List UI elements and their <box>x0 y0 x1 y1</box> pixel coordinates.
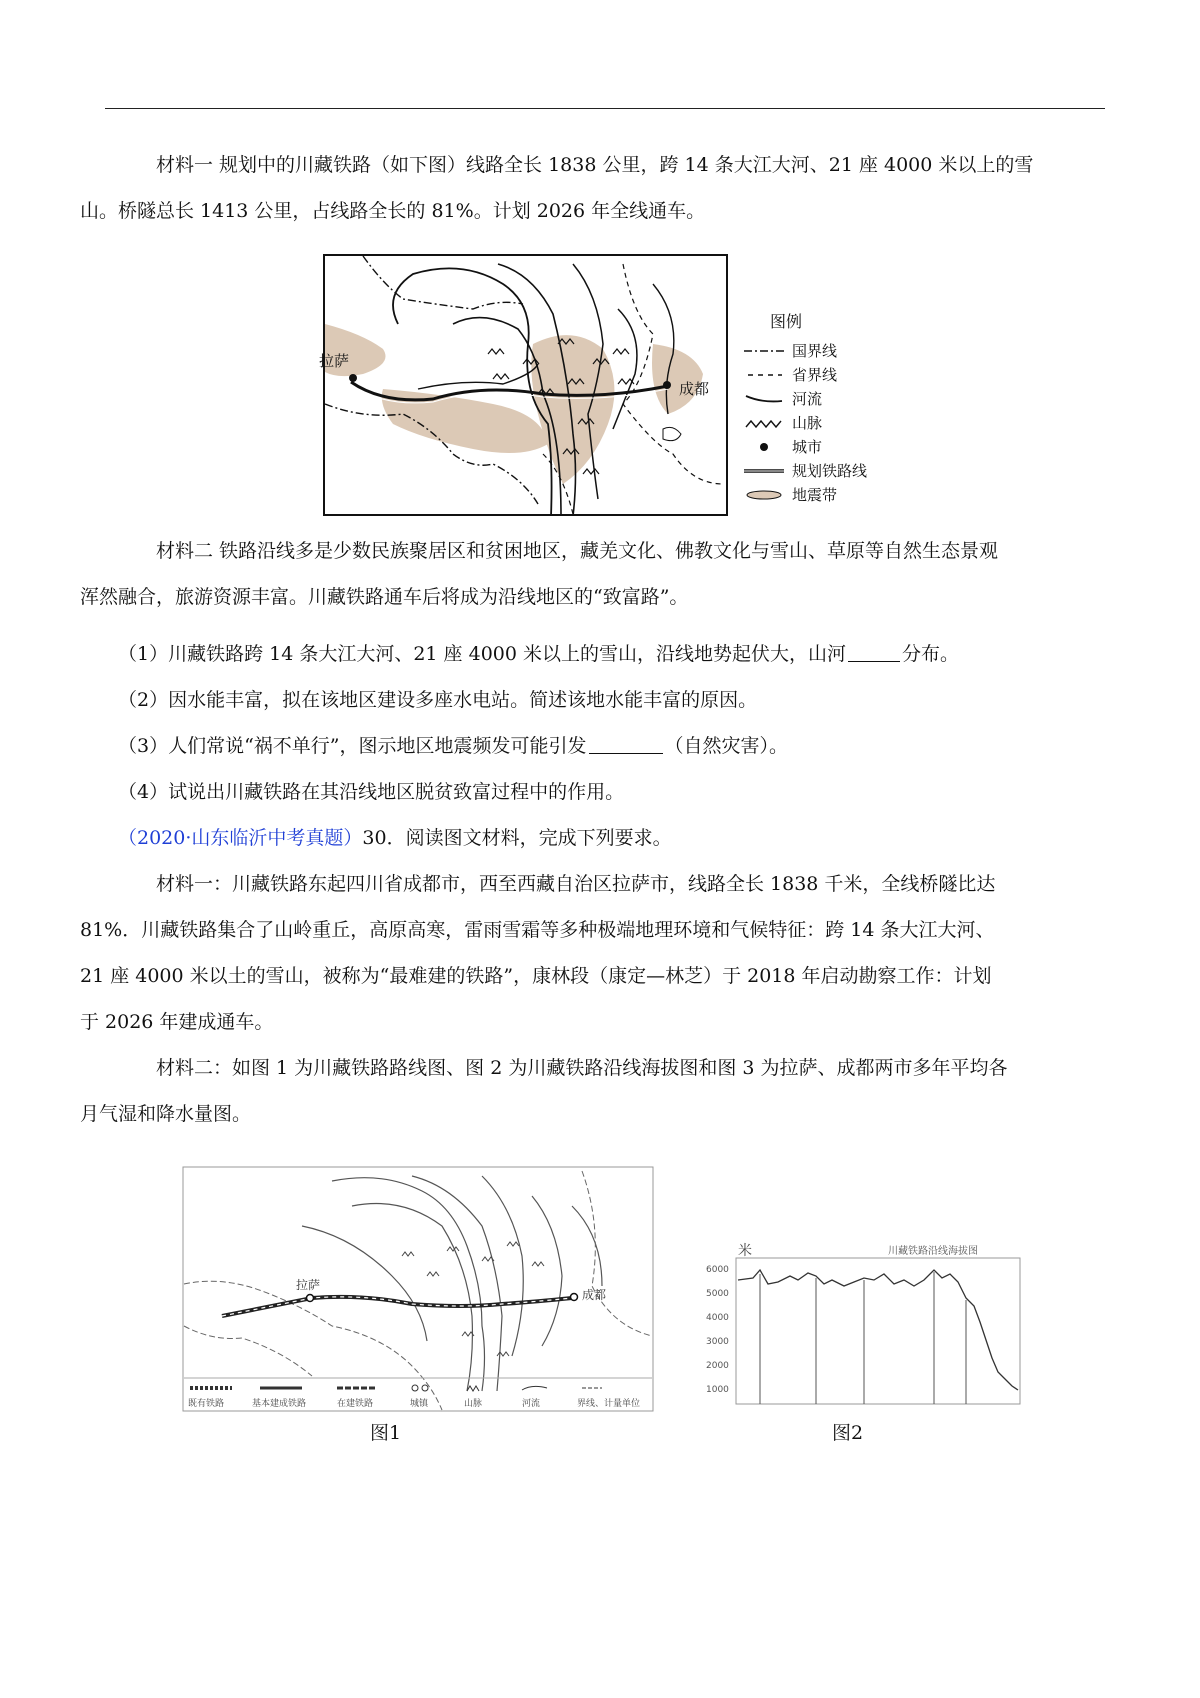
header-rule <box>105 108 1105 109</box>
figure-1-route-map <box>182 1166 654 1412</box>
fig1-legend-mountain: 山脉 <box>464 1399 483 1409</box>
fig1-legend-existing-railway: 既有铁路 <box>188 1399 225 1409</box>
fig1-legend-town: 城镇 <box>410 1399 429 1409</box>
q30-material-one: 材料一：川藏铁路东起四川省成都市，西至西藏自治区拉萨市，线路全长 1838 千米，全线桥隧比达 81%．川藏铁路集合了山岭重丘，高原高寒，雷雨雪霜等多种极端地理环境和气候特征：跨 14 条大江大河、 21 座 4000 米以土的雪山，被称为“最难建的铁路”，康林段（康定—林芝）于 2018 年启动勘察工作：计划 于 2026 年建成通车。 <box>80 873 996 1033</box>
legend-river: 河流 <box>742 388 822 409</box>
question-30-header: （2020·山东临沂中考真题）30．阅读图文材料，完成下列要求。 <box>118 827 672 849</box>
answer-blank-3 <box>589 735 663 754</box>
fig1-legend-nearly-built-railway: 基本建成铁路 <box>252 1399 307 1409</box>
figure-2-elevation-profile <box>698 1240 1024 1408</box>
map-legend-title: 图例 <box>770 312 803 331</box>
fig2-unit-label: 米 <box>738 1243 752 1259</box>
fig1-legend-under-construction: 在建铁路 <box>337 1399 374 1409</box>
legend-province-boundary: 省界线 <box>742 364 837 385</box>
q30-material-two: 材料二：如图 1 为川藏铁路路线图、图 2 为川藏铁路沿线海拔图和图 3 为拉萨、成都两市多年平均各 月气湿和降水量图。 <box>80 1057 1008 1125</box>
river-symbol-icon <box>742 393 786 405</box>
seismic-belt-symbol-icon <box>742 489 786 501</box>
figure-2-caption: 图2 <box>832 1422 864 1444</box>
answer-blank-1 <box>848 643 900 662</box>
figure-1-caption: 图1 <box>370 1422 402 1444</box>
legend-seismic-belt: 地震带 <box>742 484 837 505</box>
fig2-ytick: 5000 <box>706 1289 729 1299</box>
fig2-ytick: 6000 <box>706 1265 729 1275</box>
fig1-city-lasa: 拉萨 <box>296 1278 321 1292</box>
legend-national-boundary: 国界线 <box>742 340 837 361</box>
national-boundary-symbol-icon <box>742 346 786 356</box>
material-one-line1: 材料一 规划中的川藏铁路（如下图）线路全长 1838 公里，跨 14 条大江大河、21 座 4000 米以上的雪 <box>156 154 1034 176</box>
fig1-legend-river: 河流 <box>522 1399 541 1409</box>
mountain-symbol-icon <box>742 417 786 429</box>
material-one <box>80 142 1103 234</box>
fig1-city-chengdu: 成都 <box>582 1288 607 1302</box>
material-one-line2: 山。桥隧总长 1413 公里，占线路全长的 81%。计划 2026 年全线通车。 <box>80 200 706 222</box>
legend-city: 城市 <box>742 436 822 457</box>
question-source: （2020·山东临沂中考真题） <box>118 827 363 849</box>
province-boundary-symbol-icon <box>742 370 786 380</box>
legend-mountain: 山脉 <box>742 412 822 433</box>
map-city-lasa: 拉萨 <box>319 352 350 370</box>
material-two: 材料二 铁路沿线多是少数民族聚居区和贫困地区，藏羌文化、佛教文化与雪山、草原等自然生态景观 浑然融合，旅游资源丰富。川藏铁路通车后将成为沿线地区的“致富路”。 <box>80 540 999 608</box>
fig2-ytick: 4000 <box>706 1313 729 1323</box>
question-1: （1）川藏铁路跨 14 条大江大河、21 座 4000 米以上的雪山，沿线地势起伏大，山河 分布。 <box>118 643 960 665</box>
question-4: （4）试说出川藏铁路在其沿线地区脱贫致富过程中的作用。 <box>118 781 625 803</box>
fig2-title: 川藏铁路沿线海拔图 <box>888 1246 978 1257</box>
railway-symbol-icon <box>742 465 786 477</box>
map-city-chengdu: 成都 <box>679 380 710 398</box>
fig2-ytick: 2000 <box>706 1361 729 1371</box>
fig2-ytick: 1000 <box>706 1385 729 1395</box>
fig2-ytick: 3000 <box>706 1337 729 1347</box>
fig2-y-axis-ticks <box>706 1258 729 1402</box>
city-dot-icon <box>742 441 786 453</box>
fig1-legend-boundary-units: 界线、计量单位 <box>577 1399 641 1409</box>
question-2: （2）因水能丰富，拟在该地区建设多座水电站。简述该地水能丰富的原因。 <box>118 689 758 711</box>
sichuan-tibet-railway-map <box>319 254 728 516</box>
question-3: （3）人们常说“祸不单行”，图示地区地震频发可能引发 （自然灾害）。 <box>118 735 789 757</box>
legend-planned-railway: 规划铁路线 <box>742 460 867 481</box>
